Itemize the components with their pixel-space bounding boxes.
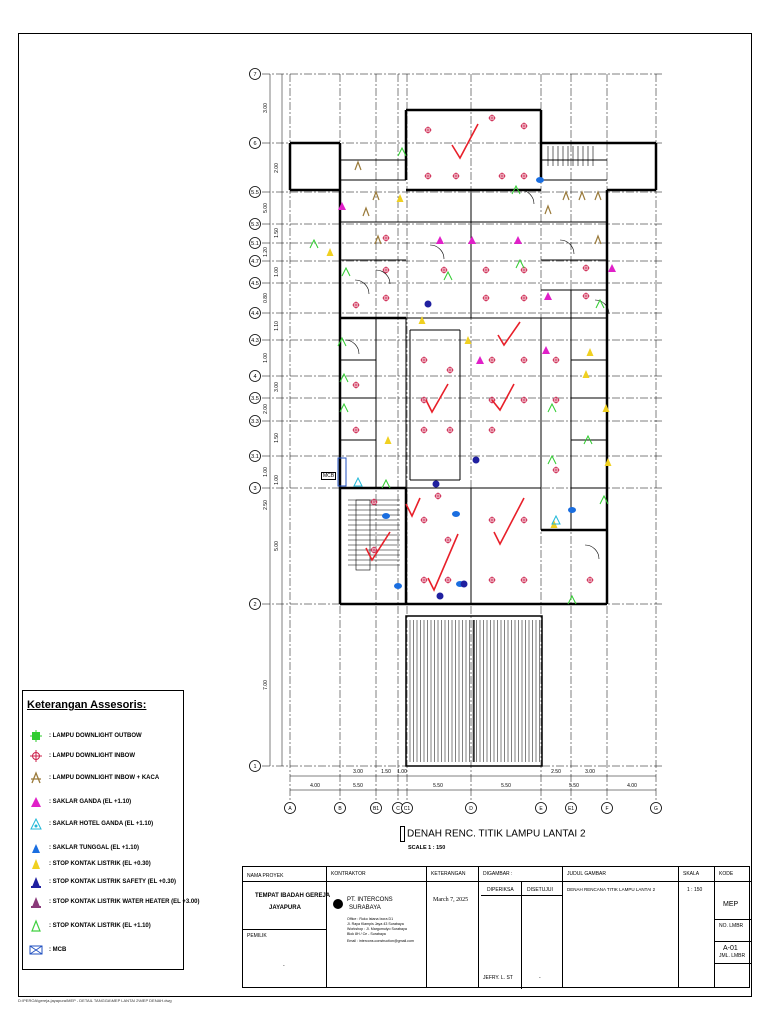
dim-label-bottom-top: 1.50 [381, 769, 391, 775]
downlight-glass-icon [563, 192, 569, 200]
legend-item [29, 943, 66, 957]
dim-label-bottom-top: 1.00 [397, 769, 407, 775]
dim-label-left: 2.50 [263, 500, 269, 510]
dim-label-left: 1.50 [274, 433, 280, 443]
legend-panel [22, 690, 200, 970]
tb-contractor-label: KONTRAKTOR [331, 871, 366, 877]
grid-label-col: E [539, 806, 543, 812]
double-switch-icon [608, 264, 616, 272]
legend-item-label: : MCB [49, 947, 67, 953]
downlight-outbow-icon [548, 404, 556, 412]
door-swing [430, 245, 444, 259]
grid-label-col: E1 [567, 806, 575, 812]
downlight-glass-icon [29, 771, 43, 785]
grid-label-row: 5.1 [251, 241, 259, 247]
check-mark [428, 534, 458, 590]
mcb-icon [29, 943, 43, 957]
single-switch-icon [452, 511, 460, 517]
tb-office-1: Office : Ruko Istana Ixora D1 [347, 917, 394, 921]
dim-label-bottom: 5.50 [433, 783, 443, 789]
single-switch-icon [536, 177, 544, 183]
socket-icon [419, 316, 426, 324]
grid-label-col: C [396, 806, 400, 812]
dim-label-bottom-top: 3.00 [353, 769, 363, 775]
tb-project-column [243, 867, 327, 987]
downlight-glass-icon [595, 192, 601, 200]
downlight-glass-icon [363, 208, 369, 216]
legend-item-label: : LAMPU DOWNLIGHT INBOW [49, 753, 135, 759]
door-swing [355, 280, 369, 294]
tb-sheet-count-label: JML. LMBR [719, 953, 746, 959]
grid-label-row: 2 [253, 602, 257, 608]
hotel-switch-icon [354, 478, 362, 486]
grid-label-col: G [654, 806, 658, 812]
drawing-title-text: DENAH RENC. TITIK LAMPU LANTAI 2 [407, 828, 586, 840]
tb-email: Email : intercons.construction@gmail.com [347, 939, 414, 943]
safety-socket-icon [29, 875, 43, 889]
dim-label-bottom: 5.50 [501, 783, 511, 789]
dim-label-bottom: 5.50 [569, 783, 579, 789]
socket-icon [327, 248, 334, 256]
dim-label-left: 0.80 [263, 293, 269, 303]
socket-icon [605, 458, 612, 466]
legend-item [29, 857, 151, 871]
dim-label-left: 3.00 [274, 382, 280, 392]
tb-project-name-2: JAYAPURA [269, 905, 301, 911]
tb-sheet-no-value: A-01 [723, 945, 738, 952]
legend-item-label: : SAKLAR TUNGGAL (EL +1.10) [49, 845, 139, 851]
door-swing [585, 545, 599, 559]
grid-label-row: 3.1 [251, 454, 259, 460]
socket-high-icon [29, 919, 43, 933]
legend-item [29, 895, 200, 909]
dim-label-left: 5.00 [274, 541, 280, 551]
tb-approved-value: - [539, 975, 541, 981]
double-switch-icon [542, 346, 550, 354]
safety-socket-icon [461, 581, 468, 588]
grid-label-col: B1 [372, 806, 380, 812]
tb-checked-label: DIPERIKSA [487, 887, 514, 893]
dim-label-bottom-top: 3.00 [585, 769, 595, 775]
double-switch-icon [468, 236, 476, 244]
tb-owner-label: PEMILIK [247, 933, 267, 939]
downlight-glass-icon [355, 162, 361, 170]
tb-scale-label: SKALA [683, 871, 700, 877]
safety-socket-icon [473, 457, 480, 464]
legend-title: Keterangan Assesoris: [27, 699, 147, 711]
downlight-glass-icon [545, 206, 551, 214]
safety-socket-icon [437, 593, 444, 600]
tb-contractor-city: SURABAYA [349, 905, 381, 911]
contractor-logo-icon [333, 899, 343, 909]
tb-scale-value: 1 : 150 [687, 887, 703, 893]
check-mark [498, 322, 520, 345]
legend-item-label: : STOP KONTAK LISTRIK (EL +0.30) [49, 861, 151, 867]
legend-item-label: : STOP KONTAK LISTRIK SAFETY (EL +0.30) [49, 879, 176, 885]
grid-label-col: B [338, 806, 342, 812]
grid-label-col: F [605, 806, 609, 812]
legend-item-label: : STOP KONTAK LISTRIK WATER HEATER (EL +3.00) [49, 899, 200, 905]
socket-icon [385, 436, 392, 444]
tb-code-label: KODE [719, 871, 734, 877]
check-mark [366, 532, 390, 560]
grid-label-col: A [288, 806, 292, 812]
downlight-outbow-icon [596, 300, 604, 308]
grid-label-row: 7 [253, 72, 257, 78]
tb-project-label: NAMA PROYEK [247, 873, 284, 879]
grid-label-row: 5.5 [251, 190, 259, 196]
grid-label-row: 4.3 [251, 338, 259, 344]
grid-label-row: 4.7 [251, 259, 259, 265]
dim-label-left: 1.00 [274, 267, 280, 277]
water-heater-socket-icon [29, 895, 43, 909]
door-swing [560, 240, 574, 254]
dim-label-left: 1.50 [274, 228, 280, 238]
socket-icon [29, 857, 43, 871]
dim-label-bottom-top: 2.50 [551, 769, 561, 775]
grid-label-row: 3.5 [251, 396, 259, 402]
tb-keterangan-label: KETERANGAN [431, 871, 466, 877]
downlight-glass-icon [579, 192, 585, 200]
single-switch-icon [382, 513, 390, 519]
grid-label-row: 6 [253, 141, 257, 147]
legend-item-label: : SAKLAR HOTEL GANDA (EL +1.10) [49, 821, 154, 827]
check-mark [492, 384, 514, 410]
legend-item-label: : LAMPU DOWNLIGHT OUTBOW [49, 733, 142, 739]
safety-socket-icon [425, 301, 432, 308]
downlight-outbow-icon [548, 456, 556, 464]
tb-title-value: DENAH RENCANA TITIK LAMPU LANTAI 2 [567, 887, 656, 892]
grid-label-row: 5.3 [251, 222, 259, 228]
tb-office-3: Blok 8H / Ce - Surabaya [347, 932, 386, 936]
socket-icon [587, 348, 594, 356]
dim-label-left: 2.00 [274, 163, 280, 173]
downlight-inbow-icon [29, 749, 43, 763]
legend-item-label: : LAMPU DOWNLIGHT INBOW + KACA [49, 775, 160, 781]
single-switch-icon [394, 583, 402, 589]
tb-contractor-name: PT. INTERCONS [347, 897, 393, 903]
safety-socket-icon [433, 481, 440, 488]
dim-label-bottom: 4.00 [310, 783, 320, 789]
double-switch-icon [476, 356, 484, 364]
check-mark [452, 124, 478, 158]
legend-item [29, 729, 142, 743]
legend-item [29, 875, 176, 889]
tb-approved-label: DISETUJUI [527, 887, 553, 893]
dim-label-left: 7.00 [263, 680, 269, 690]
mcb-tag: MCB [323, 473, 335, 479]
grid-label-row: 3 [253, 486, 257, 492]
tb-code-value: MEP [723, 901, 739, 908]
downlight-outbow-icon [29, 729, 43, 743]
dim-label-left: 1.00 [274, 475, 280, 485]
double-switch-icon [436, 236, 444, 244]
tb-owner-value: - [283, 963, 285, 969]
dim-label-left: 5.00 [263, 203, 269, 213]
double-switch-icon [544, 292, 552, 300]
dim-label-left: 3.00 [263, 103, 269, 113]
downlight-outbow-icon [444, 272, 452, 280]
legend-item-label: : STOP KONTAK LISTRIK (EL +1.10) [49, 923, 151, 929]
single-switch-icon [568, 507, 576, 513]
double-switch-icon [29, 795, 43, 809]
tb-drawn-name: JEFRY. L. ST [483, 975, 513, 981]
tb-office-2: Jl. Raya Klampis Jaya 43 Surabaya [347, 922, 404, 926]
single-switch-icon [29, 841, 43, 855]
dim-label-left: 1.10 [274, 321, 280, 331]
title-block [242, 866, 750, 988]
grid-label-row: 3.3 [251, 419, 259, 425]
file-path: D:\PEROA\gereja-jayapura\MEP - DETAIL TANGGA\MEP LANTAI 2\MEP DENAH.dwg [18, 998, 172, 1003]
dim-label-left: 1.00 [263, 353, 269, 363]
grid-label-row: 4.5 [251, 281, 259, 287]
dim-label-left: 1.20 [263, 247, 269, 257]
legend-item [29, 841, 139, 855]
grid-label-row: 4.4 [251, 311, 259, 317]
hotel-switch-icon [29, 817, 43, 831]
drawing-title [400, 826, 586, 842]
drawing-scale: SCALE 1 : 150 [408, 845, 446, 851]
socket-icon [397, 194, 404, 202]
downlight-outbow-icon [342, 268, 350, 276]
legend-item [29, 817, 153, 831]
grid-label-row: 4 [253, 374, 257, 380]
dim-label-left: 1.00 [263, 467, 269, 477]
grid-label-row: 1 [253, 764, 257, 770]
legend-item-label: : SAKLAR GANDA (EL +1.10) [49, 799, 132, 805]
tb-title-label: JUDUL GAMBAR [567, 871, 606, 877]
grid-label-col: D [469, 806, 473, 812]
tb-scale-column [679, 867, 715, 987]
door-swing [345, 340, 359, 354]
tb-sheet-no-label: NO. LMBR [719, 923, 744, 929]
socket-icon [583, 370, 590, 378]
tb-project-name-1: TEMPAT IBADAH GEREJA [255, 893, 331, 899]
downlight-outbow-icon [310, 240, 318, 248]
socket-icon [603, 404, 610, 412]
dim-label-left: 2.00 [263, 404, 269, 414]
double-switch-icon [514, 236, 522, 244]
check-mark [406, 498, 420, 516]
tb-date: March 7, 2025 [433, 897, 469, 903]
tb-workshop: Workshop : Jl. Margomulyo Surabaya [347, 927, 407, 931]
tb-keterangan-column [427, 867, 479, 987]
tb-drawn-label: DIGAMBAR : [483, 871, 513, 877]
legend-item [29, 771, 159, 785]
dim-label-bottom: 4.00 [627, 783, 637, 789]
tb-title-column [563, 867, 679, 987]
legend-item [29, 795, 131, 809]
grid-label-col: C1 [403, 806, 411, 812]
check-mark [494, 498, 524, 544]
legend-item [29, 919, 151, 933]
legend-item [29, 749, 135, 763]
dim-label-bottom: 5.50 [353, 783, 363, 789]
